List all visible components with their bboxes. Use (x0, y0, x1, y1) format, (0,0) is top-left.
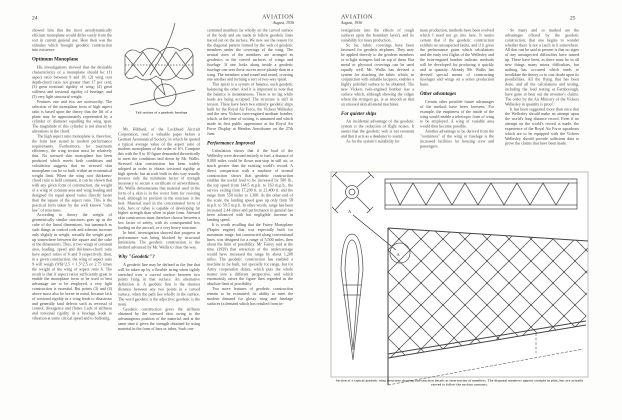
paragraph: It has been suggested more than once that the Wellesley should make an attempt upon the world's long distance record. Even if no attempt on the world's record is made, the experience of the Royal Air Force squadrons which are to be equipped with the Vickers Wellesley should provide sufficient data to prove the claims that have been made. (505, 106, 579, 146)
label-a: A (348, 209, 352, 214)
page-number-left: 24 (32, 15, 38, 21)
paragraph: Two more features of geodetic construction remain to be examined; its ability to meet the modern demand for glossy wing and fuselage surfaces (a demand which has resulted from in- (207, 286, 293, 306)
paragraph: Mr. Hibbard, of the Lockheed Aircraft Corporation, read a valuable paper before a German Aeronautical Society, in which he quoted a typical average value of the aspect ratio of modern monoplanes of the order of 6½. Compare this with the 9 to 10 figure demanded theoretically to meet the conditions laid down by Mr. Wallis. Stressed skin construction has been widely adopted in order to obtain torsional rigidity at high speeds; but aircraft built in this way usually possess only the minimum factor of strength necessary to secure a certificate of airworthiness. Mr. Wallis demonstrates that material used in the form of a skin is in the worst form for resisting load, although its position in the structure is the best. Material used in the concentrated form of rods, bars or tubes is capable of developing far higher strength than when in plate form. Stressed skin constructors must therefore choose between a low factor of safety, with its consequential low loading on the aircraft, or a very heavy structure. (118, 127, 200, 230)
paragraph: Another advantage to be derived from the "roominess" of the wing or fuselage is the increased facilities for housing crew and passengers. (420, 129, 494, 149)
paragraph: A geodetic line may be defined as the line that will be taken up by a flexible string when tightly stretched over a curved surface between two points lying in that surface. An alternative definition is: A geodetic line is the shortest distance between any two points in a curved surface, when the path lies wholly in the surface. The word geodetic is the adjective; geodesic is the noun. (118, 262, 200, 307)
page-number-right: 25 (570, 15, 576, 21)
paragraph: mass production, methods have been evolved which I need not go into here. It seems certain that if the geodetic construction exhibits no unsuspected faults, and if it gives the performance gains which calculations and the early test flights of the Wellesley and the twin-engined bomber indicate, methods will be developed for producing it quickly and in quantity. Already Mr. Wallis has devised special means of constructing fuselages and wings on a series production basis. (420, 28, 494, 87)
figure-caption: Section of a typical geodetic wing structure showing construction details at intersection of members. The diagonal members appear straight in plan, but are actually curved to follow the surface contours. (335, 379, 584, 387)
paragraph: vestigations into the effects of rough surfaces upon the boundary layer), and its suitability for mass production. (341, 28, 414, 43)
paragraph: centrated members lie wholly on the curved surface of the body and are made to follow geodetic lines traced out on the surface. We now see the reason for the diagonal pattern formed by the web of geodetic members under the coverings of the wing. The neutral axes of the members are arranged as geodesics in the curved surfaces of wings and fuselage. If one looks along inside a geodetic fuselage one sees these curves more plainly than in a wing. The members wind round and round, crossing one another and forming a sort of two-way spiral. (207, 28, 293, 82)
section-heading: Why "Geodetic"? (118, 254, 155, 260)
header-date: August, 1936 (341, 20, 363, 25)
section-heading: Performance Improved (207, 140, 255, 146)
header-date: August, 1936 (272, 20, 294, 25)
paragraph: His investigations showed that the desirable characteristics of a monoplane should be: (1) aspect ratio between 9 and 10; (2) wing root depth-chord ratio not greater than 17 per cent; (3) great torsional rigidity of wing; (4) great stiffness and torsional rigidity of fuselage; and (5) very light structural weight. (32, 65, 112, 100)
label-a: A (396, 252, 400, 257)
figure-caption: Tail section of a geodetic fuselage (135, 111, 188, 115)
paragraph: showed him that the most aerodynamically efficient monoplane would differ vastly from the sort in current general use. Here then was the stimulus which brought geodetic construction into existence. (32, 28, 112, 53)
paragraph: Features one and two are noteworthy. The selection of the monoplane form of high aspect ratio is based upon the theory that the lift of a plane may be approximately represented by a cylinder of diameter equalling the wing span. The magnitude of this cylinder is not altered by alterations in the chord. (32, 99, 112, 134)
section-heading: For quieter ships (341, 110, 377, 117)
section-heading: Other advantages (420, 91, 457, 97)
paragraph: As for the system's suitability for (346, 138, 400, 144)
section-heading: Optimum Monoplane (32, 56, 79, 63)
paragraph: An incidental advantage of the geodetic system is the reduction of flight noises. It seems that the geodetic web is not resonant and that it acts as a deadener to sound. (341, 119, 414, 139)
paragraph: So far, fabric coverings have been favoured for geodetic airplanes. They may be applied directly to the geodetic members or to light stringers laid on top of them. But metal or plywood coverings can be used equally well. Mr. Wallis has devised a system for attaching the fabric which, in conjunction with suitable lacquers, enables a highly polished surface to be obtained. The new Vickers twin-engined bomber has a surface which, although showing the ridges where the stringers go, is as smooth as that on stressed skin all-metal machines. (341, 42, 414, 107)
paragraph: In brief, investigation showed that progress in performance was being blocked by structural limitations. The geodetic construction is the method advanced by Mr. Wallis to clear the way. (118, 230, 200, 250)
header-title: AVIATION (341, 13, 373, 20)
paragraph: Geodetic construction gives the stiffness obtained by the stressed skin owing to the advantageous position of the material, and at the same time it gives the strength obtained by using material in the form of bars or tubes. Such con- (118, 306, 200, 331)
paragraph: Certain other possible future advantages of the method have been foreseen. For example, the emptiness of the inside of the wing would enable a telescopic form of wing to be employed. A wing of variable area would then become possible. (420, 99, 494, 129)
paragraph: So many and so marked are the advantages offered by the geodetic construction, that one begins to wonder whether there is not a catch in it somewhere. All that can be said at present is that no signs of any unsuspected difficulties have turned up. There have been, as there must be in all new things, many minor difficulties, but nothing has occurred which tends to invalidate the theory or to cast doubt upon its possibilities. All the flying that has been done, and all the calculations and testing, including the load testing at Farnborough, have gone to bear out the inventor's claims. The order by the Air Ministry of the Vickers Wellesley in quantity is proof. (505, 28, 579, 107)
paragraph: According to theory the weight of geometrically similar structures goes up as the cube of the lineal dimensions, but inasmuch as such things as control rods and ailerons increase only slightly in weight, actually the weight goes up somewhere between the square and the cube of the dimensions. Thus, if two wings of constant area, loading, speed and thickness-chord ratio have aspect ratios of 6 and 9 respectively, then, in a given construction, the wing of aspect ratio 9 will weigh (9/6)^2.5 = 1.5^2.5 or 2.75 times the weight of the wing of aspect ratio 6. The result is that if aspect ratios sufficiently great to enable the monoplane form to be used to best advantage are to be employed, a very light construction is essential. But points (3) and (4) above must also be borne in mind, because lack of torsional rigidity in a wing leads to disastrous and generally fatal defects such as reversal of control, divergence and flutter. Lack of stiffness and torsional rigidity in a fuselage leads to vibration at some critical speed and to buffeting. (32, 212, 112, 321)
paragraph: Calculation shows that if the load of the Wellesley were devoted entirely to fuel, a distance of 8,000 miles could be flown non-stop in still air, or much greater than the existing world's record. A direct comparison with a machine of normal construction shows that geodetic construction enables the useful load to be increased by 500 lb., the top speed from 144.5 m.p.h. to 163 m.p.h., the service ceiling from 17,200 ft. to 21,400 ft. and the range from 550 miles to 1,300. At the other end of the scale, the landing speed goes up only from 58 m.p.h. to 59.5 m.p.h. In other words, range has been increased 2.44 times and performance in general has been advanced with but negligible increase in landing speed. (207, 148, 293, 223)
paragraph: This spiral is a system of balance, each geodetic balancing the other. And it is important to note that the balance is instantaneous. There is no lag while loads are being accepted. The structure is stiff in torsion. There have been two entirely geodetic ships built for the Royal Air Force, the Vickers Wellesley and the new Vickers twin-engined medium bomber, which, at the time of writing, is unnamed and which made its first public appearance at the Royal Air Force Display at Hendon Aerodrome on the 27th June. (207, 82, 293, 136)
paragraph: It is worth recalling that the Fairey Monoplane (Napier engine) that was especially built for maximum range, but constructed along conventional lines, was designed for a range of 5,500 miles, then about the limit of possibility. Mr. Fairey said at the time (1929) that retraction of the undercarriage would have increased the range by about 1,200 miles. The geodetic construction has enabled a machine to be built, not specially for range, but for Army cooperation duties, which puts the whole matter into a different perspective, and which enormously raises the figure then regarded as the absolute limit of possibility. (207, 222, 293, 287)
paragraph: The high aspect ratio monoplane is, therefore, the form best suited to modern performance requirements. Furthermore, for maximum efficiency, the wing section must be relatively thin. No stressed skin monoplane has been produced which meets both conditions and calculation suggests that no stressed skin monoplane can be so built within an economical weight limit. When the wing root thickness-chord ratio is held constant, it can be shown that with any given form of construction, the weight of a wing of constant area and wing loading and designed for equal speed varies directly faster than the square of the aspect ratio. This is the practical form taken by the well known "cube law" of structures. (32, 133, 112, 213)
header-title: AVIATION (262, 13, 294, 20)
